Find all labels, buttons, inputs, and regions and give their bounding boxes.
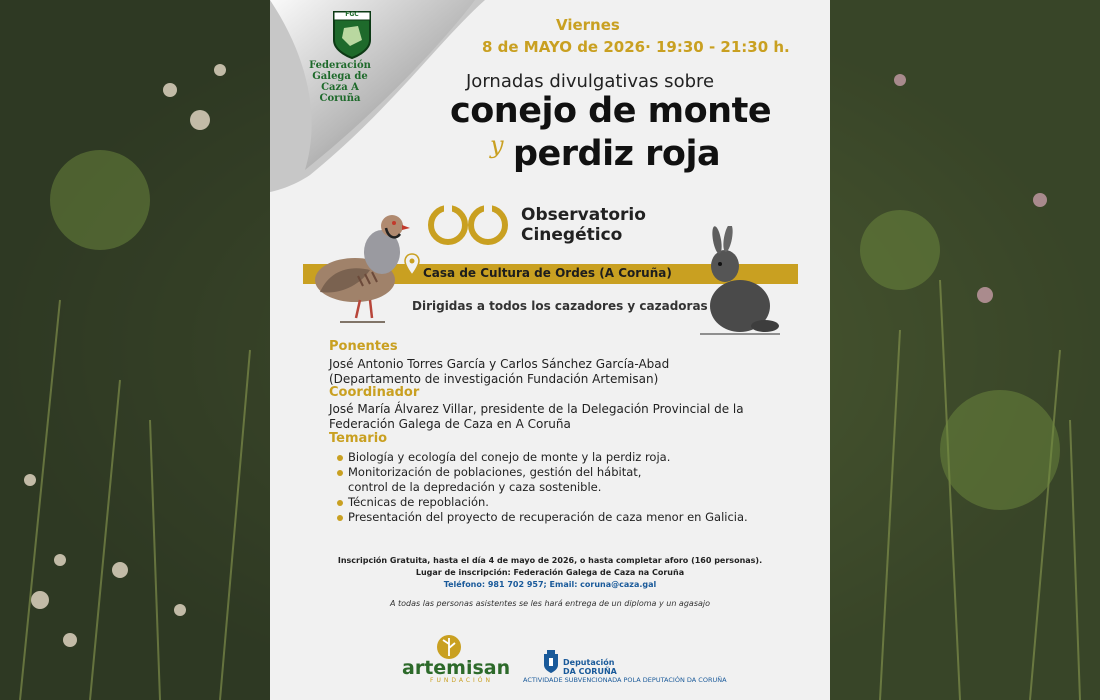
registration-place: Lugar de inscripción: Federación Galega de Caza na Coruña [415, 568, 685, 577]
coordinator-line2: Federación Galega de Caza en A Coruña [329, 417, 571, 431]
agenda-item-2a: Monitorización de poblaciones, gestión del hábitat, [348, 465, 642, 479]
artemisan-name: artemisan [402, 657, 511, 679]
bullet-icon [337, 455, 343, 461]
subsidy-note: ACTIVIDADE SUBVENCIONADA POLA DEPUTACIÓN DA CORUÑA [523, 676, 727, 684]
event-title-line2: perdiz roja [513, 134, 721, 174]
agenda-item-2b: control de la depredación y caza sostenible. [348, 480, 602, 494]
federation-name: Federación Galega de Caza A Coruña [309, 60, 371, 104]
bullet-icon [337, 470, 343, 476]
bullet-icon [337, 515, 343, 521]
observatory-logo-icon [426, 203, 516, 247]
deputacion-crest-icon [542, 650, 560, 674]
event-title-connector: y [490, 131, 504, 159]
speakers-heading: Ponentes [329, 339, 398, 354]
agenda-heading: Temario [329, 431, 388, 446]
artemisan-subtitle: FUNDACIÓN [430, 677, 494, 684]
event-date-time: 8 de MAYO de 2026· 19:30 - 21:30 h. [482, 38, 790, 56]
venue-name: Casa de Cultura de Ordes (A Coruña) [423, 266, 672, 280]
agenda-item-1: Biología y ecología del conejo de monte y la perdiz roja. [348, 450, 671, 464]
wild-rabbit-illustration [695, 226, 785, 341]
contact-info: Teléfono: 981 702 957; Email: coruna@caza.gal [443, 580, 657, 589]
diploma-note: A todas las personas asistentes se les hará entrega de un diploma y un agasajo [389, 599, 711, 608]
observatory-name: Observatorio Cinegético [521, 205, 646, 245]
audience-text: Dirigidas a todos los cazadores y cazadoras [412, 299, 708, 313]
red-partridge-illustration [310, 210, 420, 330]
agenda-item-3: Técnicas de repoblación. [348, 495, 489, 509]
event-poster [270, 0, 830, 700]
speakers-line2: (Departamento de investigación Fundación Artemisan) [329, 372, 659, 386]
event-day: Viernes [556, 16, 620, 34]
event-intro: Jornadas divulgativas sobre [466, 71, 715, 92]
coordinator-heading: Coordinador [329, 385, 420, 400]
speakers-line1: José Antonio Torres García y Carlos Sánchez García-Abad [329, 357, 670, 371]
event-title-line1: conejo de monte [450, 91, 772, 131]
deputacion-name: Deputación DA CORUÑA [563, 658, 617, 676]
coordinator-line1: José María Álvarez Villar, presidente de la Delegación Provincial de la [329, 402, 744, 416]
federation-badge: FGC [345, 11, 359, 18]
registration-info: Inscripción Gratuita, hasta el día 4 de mayo de 2026, o hasta completar aforo (160 personas). [337, 556, 763, 565]
agenda-item-4: Presentación del proyecto de recuperación de caza menor en Galicia. [348, 510, 748, 524]
bullet-icon [337, 500, 343, 506]
